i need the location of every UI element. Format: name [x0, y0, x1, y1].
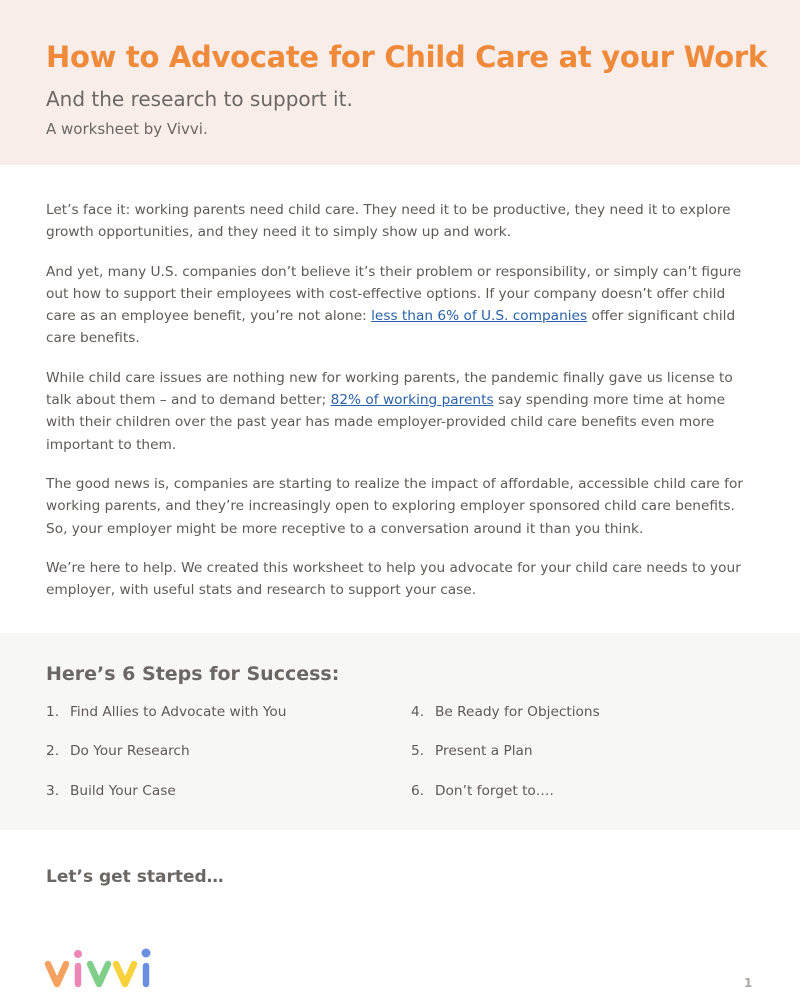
- step-item: [46, 704, 286, 720]
- companies-stat-link[interactable]: less than 6% of U.S. companies: [371, 308, 588, 325]
- header-banner: [0, 0, 800, 165]
- intro-paragraph: Let’s face it: working parents need child care. They need it to be productive, they need it to explore growth opportunities, and they need it to simply show up and work.: [46, 202, 731, 241]
- steps-panel: [0, 633, 800, 830]
- closing-heading: Let’s get started…: [46, 867, 224, 887]
- page-number: 1: [744, 976, 753, 990]
- intro-paragraph: [46, 367, 758, 456]
- paragraph-text: say spending more time at home with their children over the past year has made employer-provided child care benefits even more important to them.: [46, 392, 726, 453]
- paragraph-text: While child care issues are nothing new for working parents, the pandemic finally gave us license to talk about them – and to demand better;: [46, 369, 733, 409]
- step-label: Do Your Research: [70, 743, 190, 759]
- step-label: Be Ready for Objections: [435, 704, 600, 720]
- parents-stat-link[interactable]: 82% of working parents: [330, 392, 494, 409]
- paragraph-text: And yet, many U.S. companies don’t believe it’s their problem or responsibility, or simply can’t figure out how to support their employees with cost-effective options. If your company doesn’t offer child care as an employee benefit, you’re not alone:: [46, 263, 742, 325]
- step-number: 1.: [46, 704, 60, 720]
- step-label: Find Allies to Advocate with You: [70, 704, 287, 720]
- paragraph-text: offer significant child care benefits.: [46, 308, 736, 347]
- intro-section: [46, 199, 758, 618]
- intro-paragraph: [46, 261, 758, 350]
- intro-paragraph: We’re here to help. We created this worksheet to help you advocate for your child care needs to your employer, with useful stats and research to support your case.: [46, 559, 741, 599]
- step-label: Present a Plan: [435, 743, 533, 759]
- step-item: [46, 743, 190, 759]
- step-item: [411, 743, 533, 759]
- step-number: 2.: [46, 743, 60, 759]
- step-number: 5.: [411, 743, 425, 759]
- step-number: 3.: [46, 783, 60, 799]
- page-title: How to Advocate for Child Care at your Work: [46, 40, 767, 74]
- steps-heading: Here’s 6 Steps for Success:: [46, 663, 340, 685]
- byline: A worksheet by Vivvi.: [46, 120, 208, 138]
- step-item: [411, 783, 554, 799]
- step-label: Don’t forget to….: [435, 783, 554, 799]
- page-subtitle: And the research to support it.: [46, 87, 353, 111]
- step-item: [411, 704, 600, 720]
- vivvi-logo: [44, 944, 156, 990]
- step-number: 6.: [411, 783, 425, 799]
- intro-paragraph: The good news is, companies are starting to realize the impact of affordable, accessible child care for working parents, and they’re increasingly open to exploring employer sponsored child care benefits. So, your employer might be more receptive to a conversation around it than you think.: [46, 475, 743, 537]
- step-item: [46, 783, 176, 799]
- step-label: Build Your Case: [70, 783, 176, 799]
- step-number: 4.: [411, 704, 425, 720]
